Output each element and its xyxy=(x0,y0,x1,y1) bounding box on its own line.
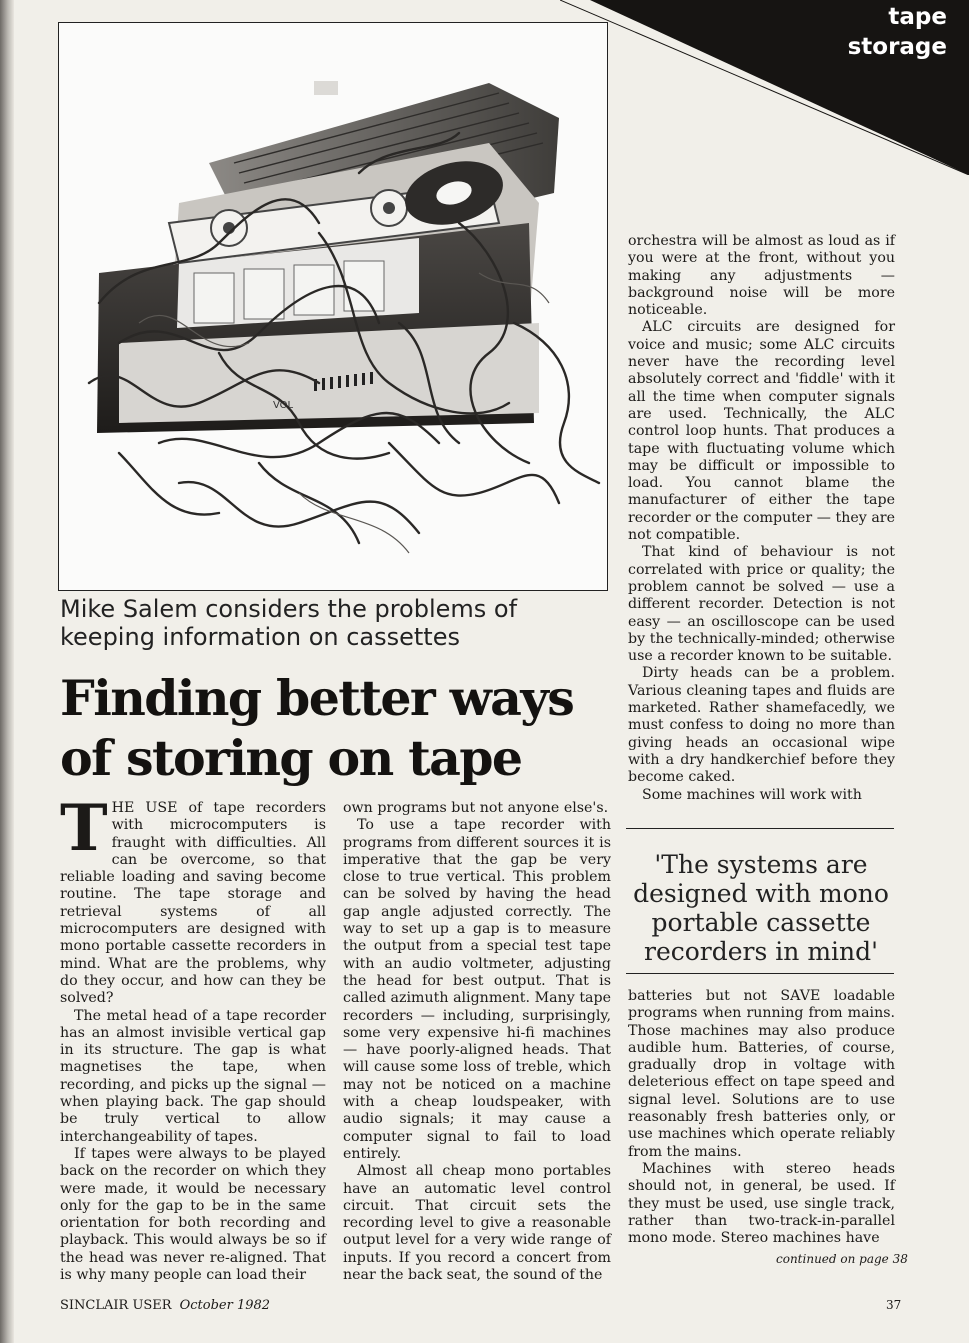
col2-paragraph: Almost all cheap mono portables have an automatic level control circuit. That circuit sets the recording level to give a reasonable output level for a very wide range of inputs. If you record a concert from near the back seat, the sound of the xyxy=(343,1163,611,1284)
col3-paragraph: batteries but not SAVE loadable programs when running from mains. Those machines may also produce audible hum. Batteries, of course, gradually drop in voltage with deleterious effect on tape speed and signal level. Solutions are to use reasonably fresh batteries only, or use machines which operate reliably from the mains. xyxy=(628,988,895,1160)
col2-paragraph: To use a tape recorder with programs from different sources it is imperative that the gap be very close to true vertical. This problem can be solved by having the head gap angle adjusted correctly. The way to set up a gap is to measure the output from a special test tape with an audio voltmeter, adjusting the head for best output. That is called azimuth alignment. Many tape recorders — including, surprisingly, some very expensive hi-fi machines — have poorly-aligned heads. That will cause some loss of treble, which may not be noticed on a machine with a cheap loudspeaker, with audio signals; it may cause a computer signal to fail to load entirely. xyxy=(343,817,611,1162)
col3-paragraph: That kind of behaviour is not correlated with price or quality; the problem cannot be solved — use a different recorder. Detection is not easy — an oscilloscope can be used by the technically-minded; otherwise use a recorder known to be suitable. xyxy=(628,544,895,665)
footer-credit xyxy=(60,1298,270,1313)
column-2 xyxy=(343,800,611,1284)
page-spine-shadow xyxy=(0,0,14,1343)
standfirst: Mike Salem considers the problems of keeping information on cassettes xyxy=(60,595,518,651)
col1-paragraph: The metal head of a tape recorder has an almost invisible vertical gap in its structure. The gap is what magnetises the tape, when recording, and picks up the signal — when playing back. The gap should be truly vertical to allow interchangeability of tapes. xyxy=(60,1007,326,1145)
article-photo xyxy=(58,22,608,591)
article-headline xyxy=(60,668,620,788)
pull-quote-rule-bottom xyxy=(626,973,894,974)
issue-date: October 1982 xyxy=(179,1298,271,1313)
col3-paragraph: Dirty heads can be a problem. Various cleaning tapes and fluids are marketed. Rather shamefacedly, we must confess to doing no more than giving heads an occasional wipe with a dry handkerchief before they become caked. xyxy=(628,665,895,786)
pull-quote: 'The systems are designed with mono portable cassette recorders in mind' xyxy=(633,850,889,966)
section-title-line1: tape xyxy=(888,4,947,30)
page-number: 37 xyxy=(886,1298,902,1312)
column-3-top xyxy=(628,233,895,804)
tangled-tape-recorder-image xyxy=(59,23,607,590)
col1-paragraph: If tapes were always to be played back on the recorder on which they were made, it would be necessary only for the gap to be in the same orientation for both recording and playback. This would always be so if the head was never re-aligned. That is why many people can load their xyxy=(60,1145,326,1284)
col2-paragraph: own programs but not anyone else's. xyxy=(343,800,609,816)
col1-paragraph: THE USE of tape recorders with microcomputers is fraught with difficulties. All can be overcome, so that reliable loading and saving become routine. The tape storage and retrieval systems of all microcomputers are designed with mono portable cassette recorders in mind. What are the problems, why do they occur, and how can they be solved? xyxy=(60,791,326,1007)
magazine-name: SINCLAIR USER xyxy=(60,1298,172,1313)
section-title xyxy=(848,2,947,62)
continued-note: continued on page 38 xyxy=(776,1252,908,1266)
column-3-bottom xyxy=(628,988,895,1247)
headline-line2: of storing on tape xyxy=(60,729,522,787)
section-title-line2: storage xyxy=(847,34,947,60)
column-1 xyxy=(60,791,326,1284)
col3-paragraph: Machines with stereo heads should not, in general, be used. If they must be used, use single track, rather than two-track-in-parallel mono mode. Stereo machines have xyxy=(628,1160,895,1247)
col3-paragraph: orchestra will be almost as loud as if you were at the front, without you making any adjustments — background noise will be more noticeable. xyxy=(628,233,895,319)
col3-paragraph: Some machines will work with xyxy=(642,786,862,803)
vol-label: VOL xyxy=(273,400,294,411)
headline-line1: Finding better ways xyxy=(60,669,574,727)
col3-paragraph: ALC circuits are designed for voice and music; some ALC circuits never have the recording level absolutely correct and 'fiddle' with it all the time when computer signals are used. Technically, the ALC control loop hunts. That produces a tape with fluctuating volume which may be difficult or impossible to load. You cannot blame the manufacturer of either the tape recorder or the computer — they are not compatible. xyxy=(628,319,895,544)
pull-quote-rule-top xyxy=(626,828,894,829)
section-banner xyxy=(560,0,969,175)
drop-cap: T xyxy=(60,791,108,866)
